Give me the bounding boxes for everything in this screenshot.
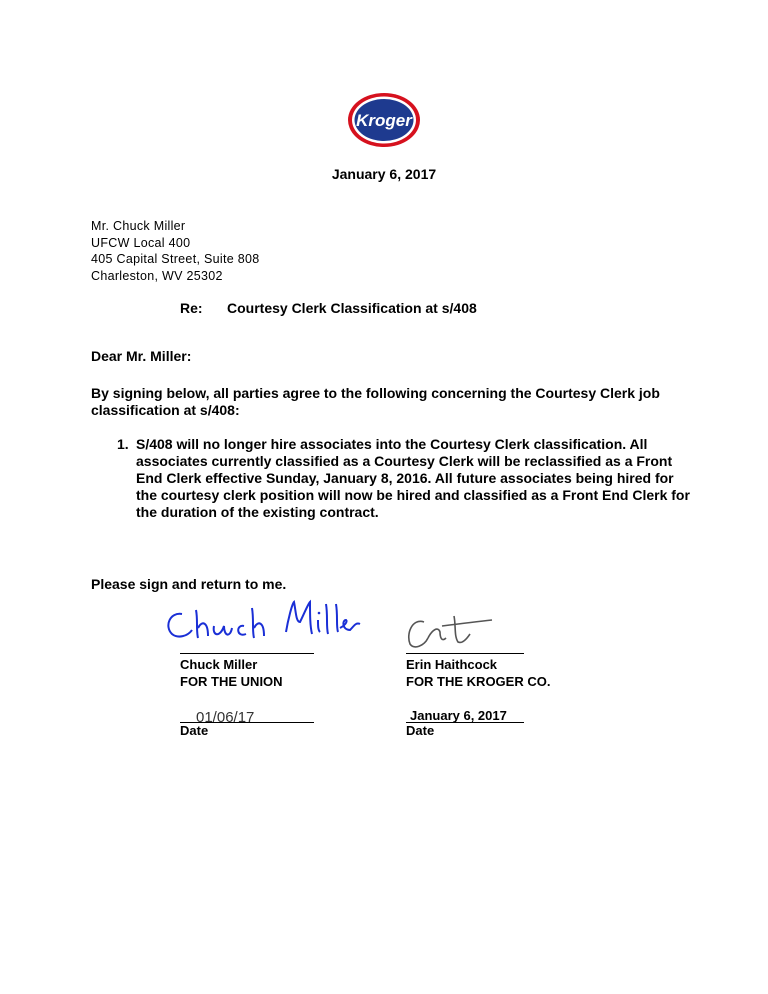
closing-line: Please sign and return to me. <box>91 576 287 592</box>
union-signature <box>160 592 370 646</box>
company-date-value: January 6, 2017 <box>410 708 507 723</box>
letter-date: January 6, 2017 <box>331 166 437 182</box>
union-signer <box>180 656 283 690</box>
company-date-label: Date <box>406 723 435 738</box>
re-label: Re: <box>180 300 203 316</box>
union-signer-title: FOR THE UNION <box>180 674 283 689</box>
recipient-name: Mr. Chuck Miller <box>91 219 186 233</box>
kroger-logo <box>347 92 421 148</box>
company-signer-title: FOR THE KROGER CO. <box>406 674 551 689</box>
recipient-address <box>91 218 260 284</box>
company-signer-name: Erin Haithcock <box>406 657 498 672</box>
intro-paragraph: By signing below, all parties agree to the following concerning the Courtesy Clerk job classification at s/408: <box>91 385 660 418</box>
company-signature-line <box>406 653 524 654</box>
re-subject: Courtesy Clerk Classification at s/408 <box>227 300 477 316</box>
union-signer-name: Chuck Miller <box>180 657 258 672</box>
salutation: Dear Mr. Miller: <box>91 348 192 364</box>
company-signer <box>406 656 550 690</box>
recipient-city: Charleston, WV 25302 <box>91 268 223 283</box>
list-item-text: S/408 will no longer hire associates into the Courtesy Clerk classification. All associates currently classified as a Courtesy Clerk will be reclassified as a Front End Clerk effective Sunday, January 8, 2016. All future associates being hired for the courtesy clerk position will now be hired and classified as a Front End Clerk for the duration of the existing contract. <box>136 436 690 520</box>
svg-text:Kroger: Kroger <box>356 111 412 130</box>
recipient-street: 405 Capital Street, Suite 808 <box>91 252 260 266</box>
union-date-value: 01/06/17 <box>196 709 255 726</box>
union-signature-line <box>180 653 314 654</box>
list-item-number: 1. <box>117 436 129 452</box>
company-signature <box>402 608 502 652</box>
recipient-org: UFCW Local 400 <box>91 235 191 250</box>
union-date-label: Date <box>180 723 209 738</box>
